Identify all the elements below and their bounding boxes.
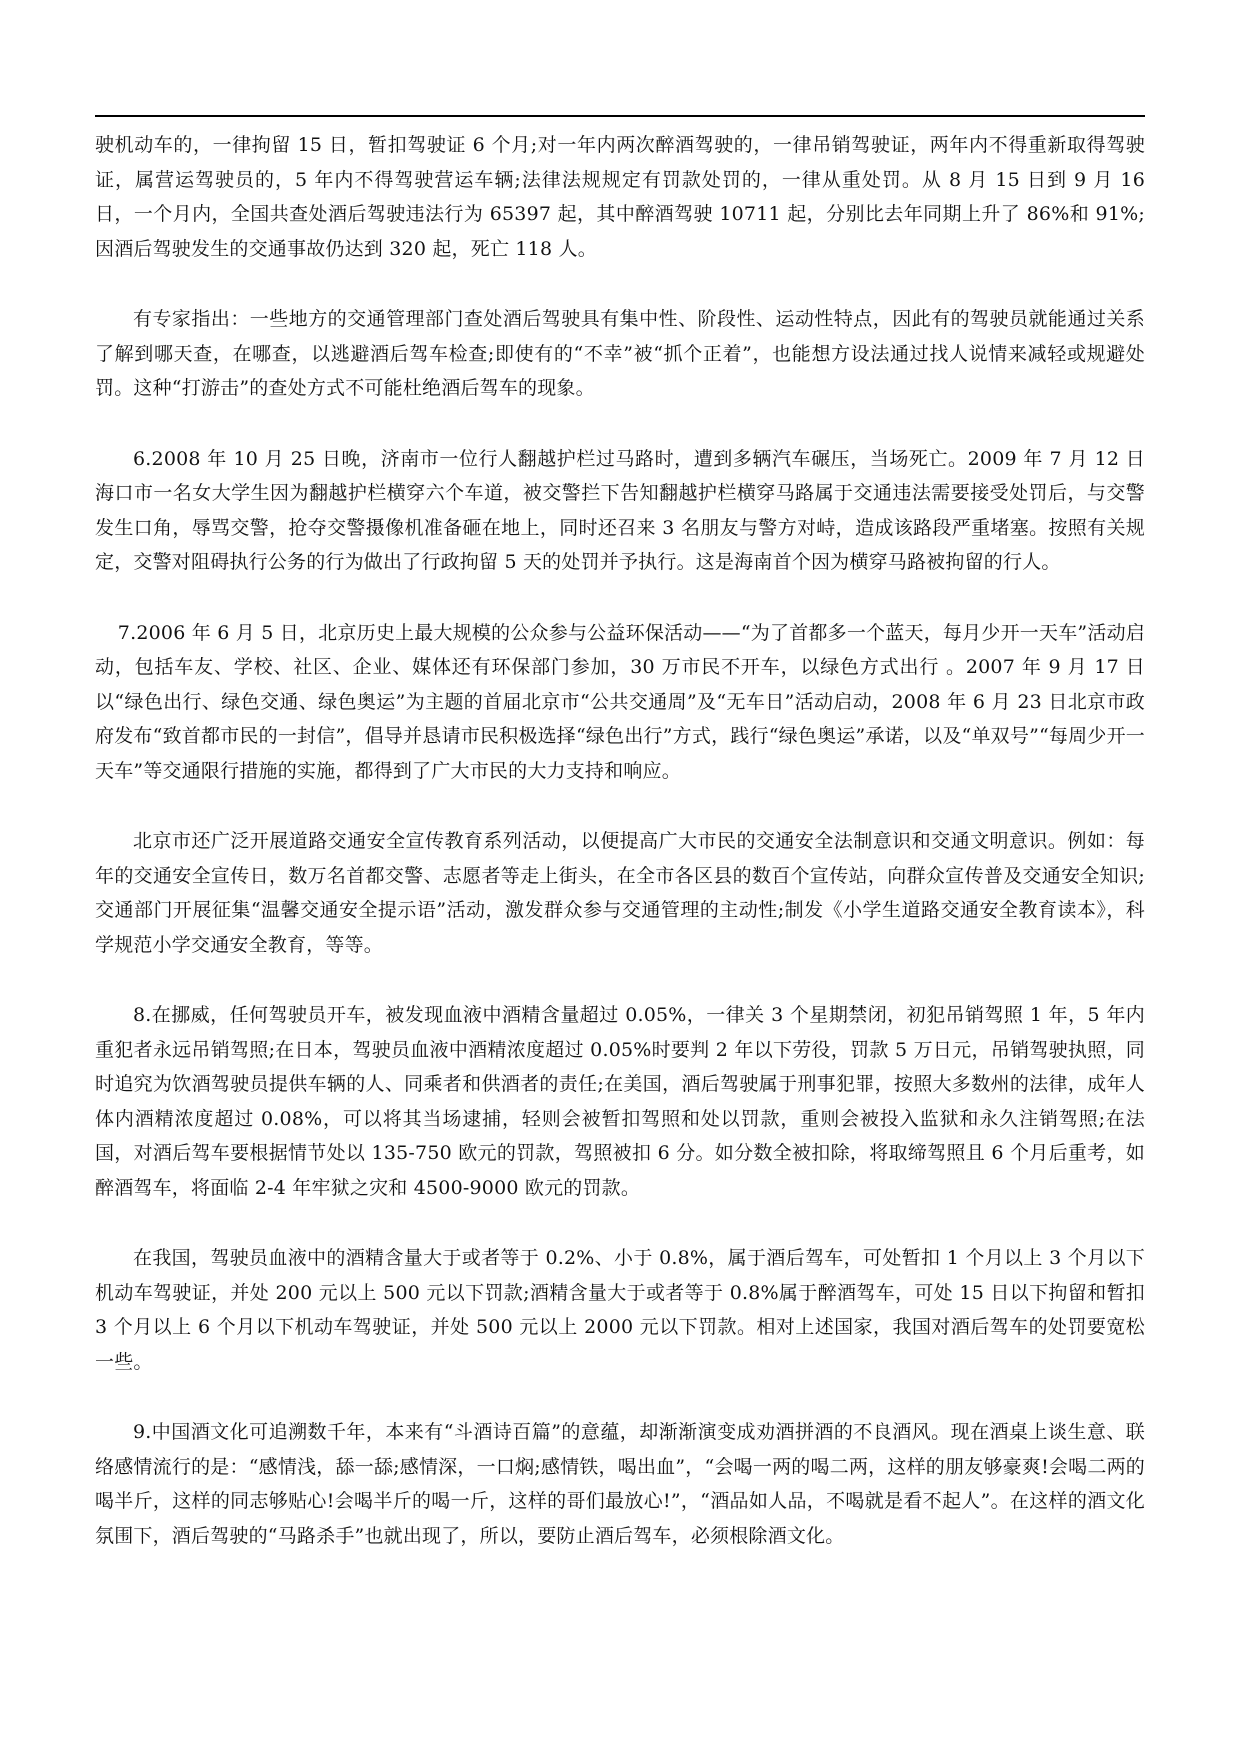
paragraph-item-6: 6.2008 年 10 月 25 日晚，济南市一位行人翻越护栏过马路时，遭到多辆汽车碾压，当场死亡。2009 年 7 月 12 日海口市一名女大学生因为翻越护栏横穿六个车道，被交警拦下告知翻越护栏横穿马路属于交通违法需要接受处罚后，与交警发生口角，辱骂交警，抢夺交警摄像机准备砸在地上，同时还召来 3 名朋友与警方对峙，造成该路段严重堵塞。按照有关规定，交警对阻碍执行公务的行为做出了行政拘留 5 天的处罚并予执行。这是海南首个因为横穿马路被拘留的行人。: [95, 447, 1145, 573]
paragraph-continued: 驶机动车的，一律拘留 15 日，暂扣驾驶证 6 个月;对一年内两次醉酒驾驶的，一律吊销驾驶证，两年内不得重新取得驾驶证，属营运驾驶员的，5 年内不得驾驶营运车辆;法律法规规定有罚款处罚的，一律从重处罚。从 8 月 15 日到 9 月 16 日，一个月内，全国共查处酒后驾驶违法行为 65397 起，其中醉酒驾驶 10711 起，分别比去年同期上升了 86%和 91%;因酒后驾驶发生的交通事故仍达到 320 起，死亡 118 人。: [95, 134, 1145, 260]
paragraph-item-9: 9.中国酒文化可追溯数千年，本来有“斗酒诗百篇”的意蕴，却渐渐演变成劝酒拼酒的不良酒风。现在酒桌上谈生意、联络感情流行的是：“感情浅，舔一舔;感情深，一口焖;感情铁，喝出血”，“会喝一两的喝二两，这样的朋友够豪爽!会喝二两的喝半斤，这样的同志够贴心!会喝半斤的喝一斤，这样的哥们最放心!”，“酒品如人品，不喝就是看不起人”。在这样的酒文化氛围下，酒后驾驶的“马路杀手”也就出现了，所以，要防止酒后驾车，必须根除酒文化。: [95, 1421, 1145, 1547]
paragraph-beijing-education: 北京市还广泛开展道路交通安全宣传教育系列活动，以便提高广大市民的交通安全法制意识和交通文明意识。例如：每年的交通安全宣传日，数万名首都交警、志愿者等走上街头，在全市各区县的数百个宣传站，向群众宣传普及交通安全知识;交通部门开展征集“温馨交通安全提示语”活动，激发群众参与交通管理的主动性;制发《小学生道路交通安全教育读本》，科学规范小学交通安全教育，等等。: [95, 830, 1145, 956]
paragraph-expert-opinion: 有专家指出：一些地方的交通管理部门查处酒后驾驶具有集中性、阶段性、运动性特点，因此有的驾驶员就能通过关系了解到哪天查，在哪查，以逃避酒后驾车检查;即使有的“不幸”被“抓个正着”，也能想方设法通过找人说情来减轻或规避处罚。这种“打游击”的查处方式不可能杜绝酒后驾车的现象。: [95, 308, 1145, 399]
header-rule: [95, 115, 1145, 117]
paragraph-item-8: 8.在挪威，任何驾驶员开车，被发现血液中酒精含量超过 0.05%，一律关 3 个星期禁闭，初犯吊销驾照 1 年，5 年内重犯者永远吊销驾照;在日本，驾驶员血液中酒精浓度超过 0.05%时要判 2 年以下劳役，罚款 5 万日元，吊销驾驶执照，同时追究为饮酒驾驶员提供车辆的人、同乘者和供酒者的责任;在美国，酒后驾驶属于刑事犯罪，按照大多数州的法律，成年人体内酒精浓度超过 0.08%，可以将其当场逮捕，轻则会被暂扣驾照和处以罚款，重则会被投入监狱和永久注销驾照;在法国，对酒后驾车要根据情节处以 135-750 欧元的罚款，驾照被扣 6 分。如分数全被扣除，将取缔驾照且 6 个月后重考，如醉酒驾车，将面临 2-4 年牢狱之灾和 4500-9000 欧元的罚款。: [95, 1004, 1145, 1199]
paragraph-china-penalties: 在我国，驾驶员血液中的酒精含量大于或者等于 0.2%、小于 0.8%，属于酒后驾车，可处暂扣 1 个月以上 3 个月以下机动车驾驶证，并处 200 元以上 500 元以下罚款;酒精含量大于或者等于 0.8%属于醉酒驾车，可处 15 日以下拘留和暂扣 3 个月以上 6 个月以下机动车驾驶证，并处 500 元以上 2000 元以下罚款。相对上述国家，我国对酒后驾车的处罚要宽松一些。: [95, 1247, 1145, 1373]
document-body: [95, 128, 1145, 1589]
paragraph-item-7: 7.2006 年 6 月 5 日，北京历史上最大规模的公众参与公益环保活动——“为了首都多一个蓝天，每月少开一天车”活动启动，包括车友、学校、社区、企业、媒体还有环保部门参加，30 万市民不开车，以绿色方式出行 。2007 年 9 月 17 日以“绿色出行、绿色交通、绿色奥运”为主题的首届北京市“公共交通周”及“无车日”活动启动，2008 年 6 月 23 日北京市政府发布“致首都市民的一封信”，倡导并恳请市民积极选择“绿色出行”方式，践行“绿色奥运”承诺，以及“单双号”“每周少开一天车”等交通限行措施的实施，都得到了广大市民的大力支持和响应。: [95, 621, 1145, 782]
